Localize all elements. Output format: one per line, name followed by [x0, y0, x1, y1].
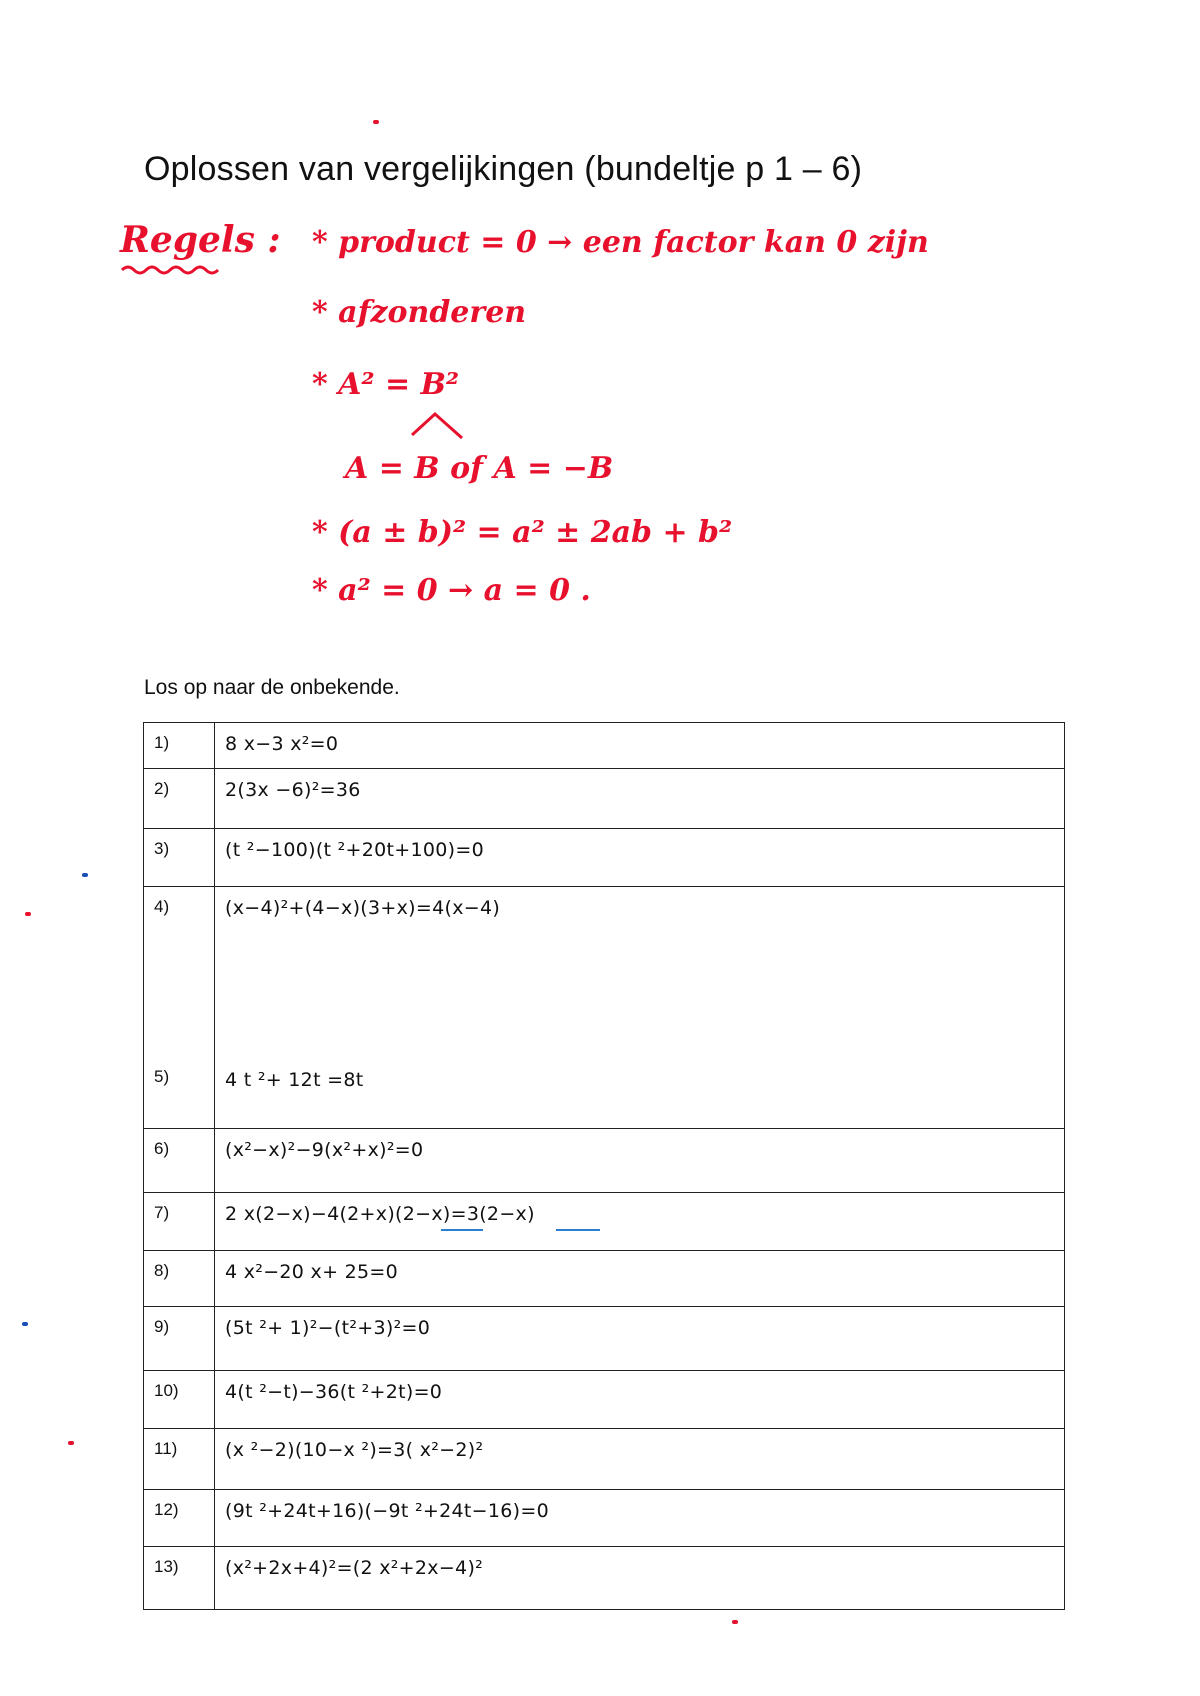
table-row: [144, 1251, 1065, 1307]
exercise-equation: (t ²−100)(t ²+20t+100)=0: [215, 829, 1065, 887]
rules-heading: Regels :: [120, 219, 281, 261]
table-row: [144, 1129, 1065, 1193]
rule-product: * product = 0 → een factor kan 0 zijn: [312, 225, 929, 260]
document-title: Oplossen van vergelijkingen (bundeltje p 1 – 6): [144, 150, 863, 188]
blue-underline-mark: [441, 1229, 483, 1231]
exercise-equation: 2(3x −6)²=36: [215, 769, 1065, 829]
rule-isolate: * afzonderen: [312, 295, 527, 330]
table-row: [144, 1547, 1065, 1610]
exercise-number: 2): [144, 769, 215, 829]
exercise-number: 3): [144, 829, 215, 887]
exercise-equation: (9t ²+24t+16)(−9t ²+24t−16)=0: [215, 1490, 1065, 1547]
table-row: [144, 769, 1065, 829]
rule-squares-result: A = B of A = −B: [345, 451, 614, 486]
blue-underline-mark: [556, 1229, 600, 1231]
table-row: [144, 723, 1065, 769]
exercise-number: 1): [144, 723, 215, 769]
exercise-equation: (x ²−2)(10−x ²)=3( x²−2)²: [215, 1429, 1065, 1490]
instruction-text: Los op naar de onbekende.: [144, 676, 400, 699]
rule-branch-arrows: [412, 414, 462, 438]
exercise-number: 11): [144, 1429, 215, 1490]
table-row: [144, 1429, 1065, 1490]
stray-ink-dot: [25, 912, 31, 916]
exercise-number: 6): [144, 1129, 215, 1193]
exercise-equation: (x²−x)²−9(x²+x)²=0: [215, 1129, 1065, 1193]
stray-ink-dot: [732, 1620, 738, 1624]
rules-heading-underline: [122, 267, 218, 273]
table-row: [144, 1490, 1065, 1547]
exercise-equation: 4 x²−20 x+ 25=0: [215, 1251, 1065, 1307]
exercise-equation: (x−4)²+(4−x)(3+x)=4(x−4): [225, 897, 501, 919]
exercise-number: 7): [144, 1193, 215, 1251]
exercise-equation-group: [215, 887, 1065, 1129]
stray-ink-dot: [82, 873, 88, 877]
exercise-number: 9): [144, 1307, 215, 1371]
exercise-number: 5): [154, 1067, 170, 1086]
table-row: [144, 1371, 1065, 1429]
exercise-equation: 2 x(2−x)−4(2+x)(2−x)=3(2−x): [215, 1193, 1065, 1251]
rule-binomial: * (a ± b)² = a² ± 2ab + b²: [312, 515, 733, 550]
table-row: [144, 829, 1065, 887]
exercise-number: 10): [144, 1371, 215, 1429]
exercise-equation: (5t ²+ 1)²−(t²+3)²=0: [215, 1307, 1065, 1371]
exercise-equation: 4 t ²+ 12t =8t: [225, 1069, 364, 1091]
stray-ink-dot: [22, 1322, 28, 1326]
rule-zero-square: * a² = 0 → a = 0 .: [312, 573, 591, 608]
exercise-table: [143, 722, 1065, 1610]
exercise-equation: (x²+2x+4)²=(2 x²+2x−4)²: [215, 1547, 1065, 1610]
exercise-number: 13): [144, 1547, 215, 1610]
stray-ink-dot: [68, 1441, 74, 1445]
table-row: [144, 1307, 1065, 1371]
exercise-number-group: [144, 887, 215, 1129]
exercise-equation: 8 x−3 x²=0: [215, 723, 1065, 769]
exercise-number: 4): [154, 897, 170, 916]
exercise-equation: 4(t ²−t)−36(t ²+2t)=0: [215, 1371, 1065, 1429]
exercise-number: 12): [144, 1490, 215, 1547]
exercise-number: 8): [144, 1251, 215, 1307]
rule-squares: * A² = B²: [312, 367, 460, 402]
stray-ink-dot: [373, 120, 379, 124]
table-row: [144, 887, 1065, 1129]
table-row: [144, 1193, 1065, 1251]
